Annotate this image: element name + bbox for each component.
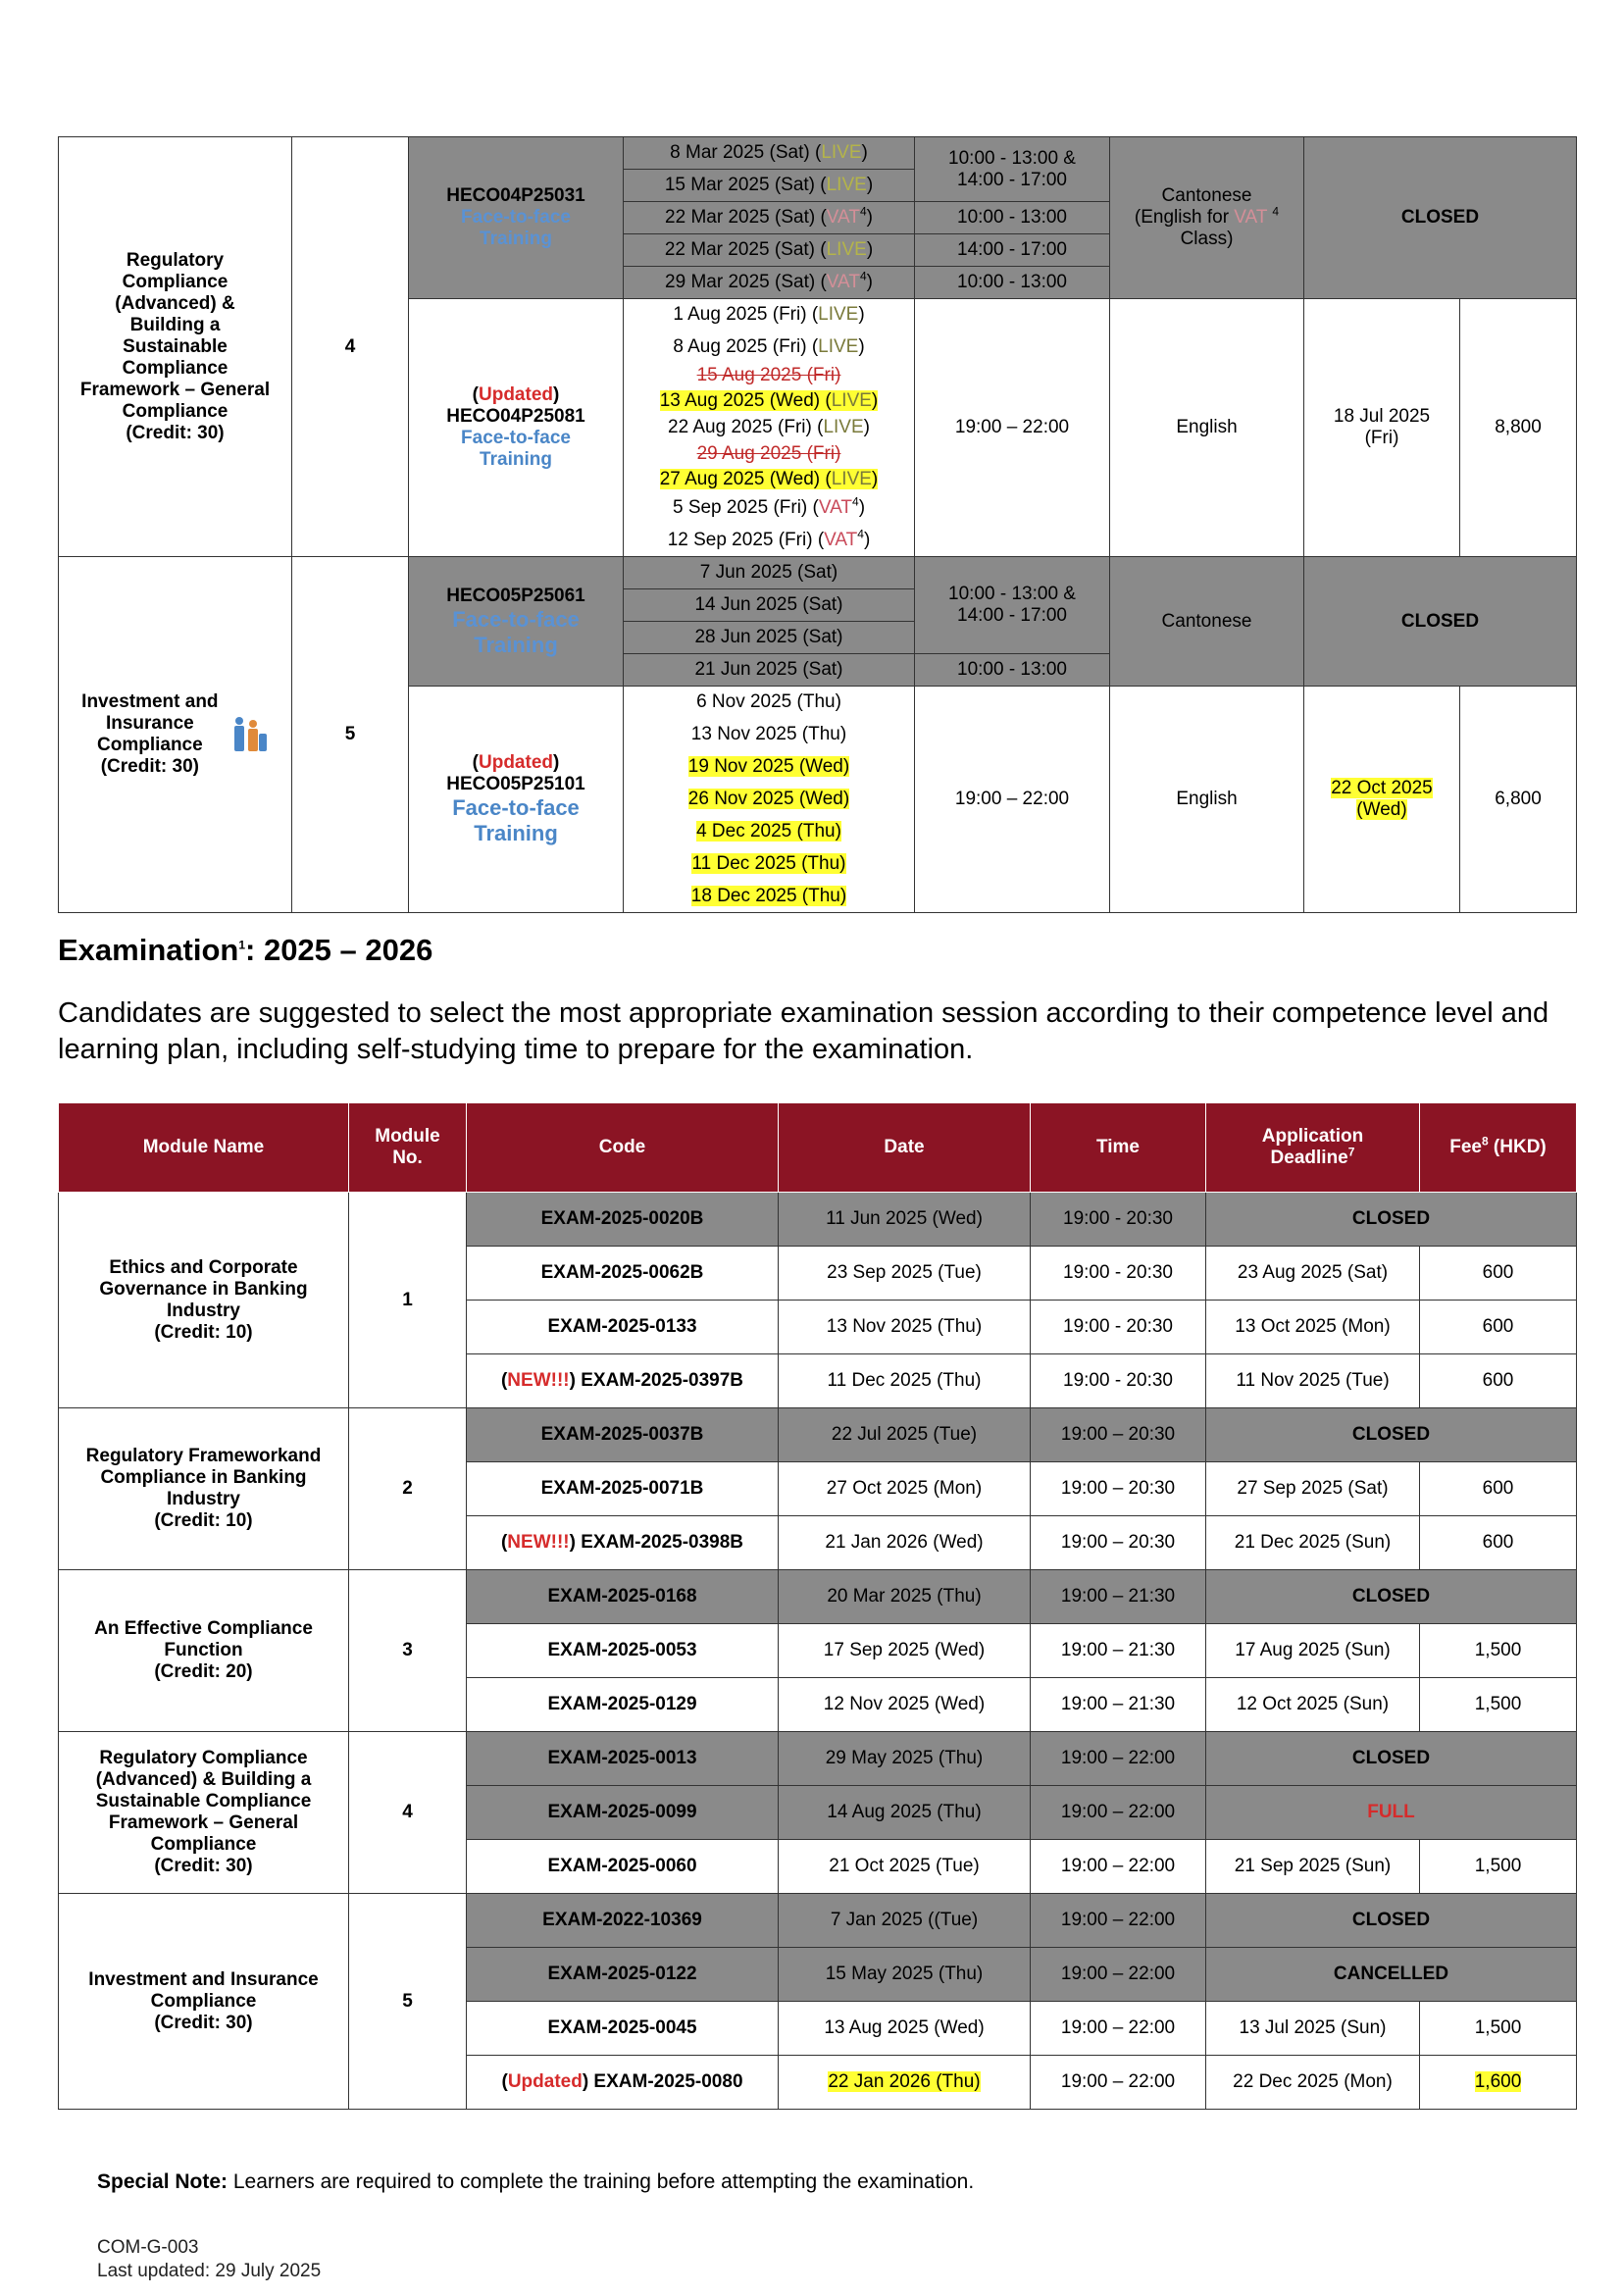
language-cell: Cantonese (English for VAT $^4$ Class) (1110, 137, 1304, 299)
date-cell: 4 Dec 2025 (Thu) (624, 816, 915, 848)
exam-code: EXAM-2025-0037B (467, 1408, 779, 1462)
exam-time: 19:00 – 22:00 (1031, 1948, 1206, 2002)
language-cell: English (1110, 687, 1304, 913)
language-cell: English (1110, 299, 1304, 557)
exam-date: 13 Aug 2025 (Wed) (779, 2002, 1031, 2056)
time-cell: 19:00 – 22:00 (915, 687, 1110, 913)
exam-code: (NEW!!!) EXAM-2025-0397B (467, 1354, 779, 1408)
date-cell: 21 Jun 2025 (Sat) (624, 654, 915, 687)
exam-code: EXAM-2025-0053 (467, 1624, 779, 1678)
exam-deadline: 11 Nov 2025 (Tue) (1206, 1354, 1420, 1408)
exam-date: 27 Oct 2025 (Mon) (779, 1462, 1031, 1516)
module-name-cell: Regulatory Compliance (Advanced) & Building a Sustainable Compliance Framework – General Compliance (Credit: 30) (59, 1732, 349, 1894)
table-row (59, 1408, 1577, 1462)
special-note: Special Note: Learners are required to complete the training before attempting the examination. (97, 2170, 975, 2193)
exam-time: 19:00 – 22:00 (1031, 1894, 1206, 1948)
module-no-cell: 2 (349, 1408, 467, 1570)
exam-time: 19:00 – 22:00 (1031, 2056, 1206, 2110)
table-row (59, 1894, 1577, 1948)
exam-date: 17 Sep 2025 (Wed) (779, 1624, 1031, 1678)
exam-date: 21 Oct 2025 (Tue) (779, 1840, 1031, 1894)
exam-time: 19:00 – 20:30 (1031, 1462, 1206, 1516)
exam-code: EXAM-2025-0071B (467, 1462, 779, 1516)
exam-date: 12 Nov 2025 (Wed) (779, 1678, 1031, 1732)
date-cell: 14 Jun 2025 (Sat) (624, 589, 915, 622)
exam-fee: 600 (1420, 1354, 1577, 1408)
class-code-cell: HECO04P25031 Face-to-face Training (409, 137, 624, 299)
date-cell: 13 Aug 2025 (Wed) (LIVE) (624, 388, 915, 414)
date-cell: 27 Aug 2025 (Wed) (LIVE) (624, 467, 915, 492)
exam-date: 13 Nov 2025 (Thu) (779, 1301, 1031, 1354)
exam-fee: 1,500 (1420, 1624, 1577, 1678)
class-code-cell: (Updated) HECO05P25101 Face-to-face Training (409, 687, 624, 913)
language-cell: Cantonese (1110, 557, 1304, 687)
module-no-cell: 5 (349, 1894, 467, 2110)
exam-deadline: 22 Dec 2025 (Mon) (1206, 2056, 1420, 2110)
training-schedule-table (58, 136, 1577, 913)
exam-date: 23 Sep 2025 (Tue) (779, 1247, 1031, 1301)
exam-time: 19:00 – 22:00 (1031, 1840, 1206, 1894)
date-cell: 11 Dec 2025 (Thu) (624, 848, 915, 881)
exam-schedule-table (58, 1102, 1577, 2110)
date-cell: 8 Mar 2025 (Sat) (LIVE) (624, 137, 915, 170)
date-cell: 7 Jun 2025 (Sat) (624, 557, 915, 589)
header-deadline: Application Deadline$^7$ (1206, 1103, 1420, 1193)
date-cell: 12 Sep 2025 (Fri) (VAT$^4$) (624, 525, 915, 557)
exam-date: 29 May 2025 (Thu) (779, 1732, 1031, 1786)
date-cell: 26 Nov 2025 (Wed) (624, 784, 915, 816)
table-row (59, 1570, 1577, 1624)
exam-deadline: 13 Oct 2025 (Mon) (1206, 1301, 1420, 1354)
exam-code: EXAM-2025-0168 (467, 1570, 779, 1624)
module-no-cell: 3 (349, 1570, 467, 1732)
exam-code: EXAM-2025-0099 (467, 1786, 779, 1840)
exam-date: 11 Dec 2025 (Thu) (779, 1354, 1031, 1408)
exam-time: 19:00 – 21:30 (1031, 1624, 1206, 1678)
date-cell: 29 Aug 2025 (Fri) (624, 442, 915, 467)
exam-time: 19:00 – 20:30 (1031, 1516, 1206, 1570)
exam-code: EXAM-2025-0020B (467, 1193, 779, 1247)
exam-date: 22 Jan 2026 (Thu) (779, 2056, 1031, 2110)
module-name-cell: Regulatory Frameworkand Compliance in Banking Industry (Credit: 10) (59, 1408, 349, 1570)
date-cell: 22 Mar 2025 (Sat) (LIVE) (624, 234, 915, 267)
exam-date: 15 May 2025 (Thu) (779, 1948, 1031, 2002)
status-closed: CLOSED (1206, 1193, 1577, 1247)
date-cell: 29 Mar 2025 (Sat) (VAT$^4$) (624, 267, 915, 299)
exam-fee: 1,500 (1420, 1840, 1577, 1894)
module-no-cell: 4 (292, 137, 409, 557)
exam-deadline: 21 Sep 2025 (Sun) (1206, 1840, 1420, 1894)
time-cell: 10:00 - 13:00 (915, 267, 1110, 299)
class-code-cell: (Updated) HECO04P25081 Face-to-face Training (409, 299, 624, 557)
date-cell: 28 Jun 2025 (Sat) (624, 622, 915, 654)
status-cancelled: CANCELLED (1206, 1948, 1577, 2002)
exam-time: 19:00 - 20:30 (1031, 1193, 1206, 1247)
people-icon (229, 716, 269, 753)
time-cell: 10:00 - 13:00 & 14:00 - 17:00 (915, 557, 1110, 654)
exam-deadline: 13 Jul 2025 (Sun) (1206, 2002, 1420, 2056)
exam-date: 21 Jan 2026 (Wed) (779, 1516, 1031, 1570)
exam-date: 11 Jun 2025 (Wed) (779, 1193, 1031, 1247)
exam-date: 7 Jan 2025 ((Tue) (779, 1894, 1031, 1948)
module-name-cell: Ethics and Corporate Governance in Banking Industry (Credit: 10) (59, 1193, 349, 1408)
date-cell: 22 Aug 2025 (Fri) (LIVE) (624, 414, 915, 442)
exam-code: EXAM-2025-0013 (467, 1732, 779, 1786)
header-time: Time (1031, 1103, 1206, 1193)
date-cell: 15 Mar 2025 (Sat) (LIVE) (624, 170, 915, 202)
exam-code: EXAM-2025-0062B (467, 1247, 779, 1301)
module-name-cell: Regulatory Compliance (Advanced) & Building a Sustainable Compliance Framework – General Compliance (Credit: 30) (59, 137, 292, 557)
exam-intro-text: Candidates are suggested to select the most appropriate examination session according to their competence level and learning plan, including self-studying time to prepare for the examination. (58, 997, 1549, 1065)
exam-code: EXAM-2025-0129 (467, 1678, 779, 1732)
exam-time: 19:00 – 22:00 (1031, 1786, 1206, 1840)
deadline-cell: 22 Oct 2025 (Wed) (1304, 687, 1460, 913)
module-name-cell: Investment and Insurance Compliance (Credit: 30) (59, 557, 292, 913)
document-code: COM-G-003 (97, 2237, 199, 2258)
table-row (59, 1193, 1577, 1247)
module-no-cell: 1 (349, 1193, 467, 1408)
status-full: FULL (1206, 1786, 1577, 1840)
module-no-cell: 5 (292, 557, 409, 913)
date-cell: 15 Aug 2025 (Fri) (624, 364, 915, 388)
date-cell: 1 Aug 2025 (Fri) (LIVE) (624, 299, 915, 332)
date-cell: 5 Sep 2025 (Fri) (VAT$^4$) (624, 492, 915, 525)
exam-fee: 1,500 (1420, 1678, 1577, 1732)
last-updated: Last updated: 29 July 2025 (97, 2261, 322, 2281)
exam-fee: 600 (1420, 1247, 1577, 1301)
exam-fee: 600 (1420, 1516, 1577, 1570)
exam-deadline: 17 Aug 2025 (Sun) (1206, 1624, 1420, 1678)
exam-code: EXAM-2025-0060 (467, 1840, 779, 1894)
fee-cell: 6,800 (1460, 687, 1577, 913)
exam-code: (Updated) EXAM-2025-0080 (467, 2056, 779, 2110)
status-closed: CLOSED (1206, 1570, 1577, 1624)
exam-deadline: 23 Aug 2025 (Sat) (1206, 1247, 1420, 1301)
exam-time: 19:00 - 20:30 (1031, 1247, 1206, 1301)
table-row (59, 1732, 1577, 1786)
module-no-cell: 4 (349, 1732, 467, 1894)
exam-time: 19:00 – 22:00 (1031, 1732, 1206, 1786)
header-module-name: Module Name (59, 1103, 349, 1193)
exam-deadline: 12 Oct 2025 (Sun) (1206, 1678, 1420, 1732)
status-closed: CLOSED (1304, 557, 1577, 687)
exam-fee: 600 (1420, 1301, 1577, 1354)
exam-date: 20 Mar 2025 (Thu) (779, 1570, 1031, 1624)
date-cell: 13 Nov 2025 (Thu) (624, 719, 915, 751)
exam-time: 19:00 – 21:30 (1031, 1570, 1206, 1624)
module-name-cell: Investment and Insurance Compliance (Credit: 30) (59, 1894, 349, 2110)
exam-time: 19:00 - 20:30 (1031, 1301, 1206, 1354)
deadline-cell: 18 Jul 2025 (Fri) (1304, 299, 1460, 557)
exam-time: 19:00 – 20:30 (1031, 1408, 1206, 1462)
time-cell: 14:00 - 17:00 (915, 234, 1110, 267)
exam-fee: 600 (1420, 1462, 1577, 1516)
exam-fee: 1,600 (1420, 2056, 1577, 2110)
module-name-cell: An Effective Compliance Function (Credit: 20) (59, 1570, 349, 1732)
exam-date: 14 Aug 2025 (Thu) (779, 1786, 1031, 1840)
header-date: Date (779, 1103, 1031, 1193)
date-cell: 8 Aug 2025 (Fri) (LIVE) (624, 332, 915, 364)
date-cell: 6 Nov 2025 (Thu) (624, 687, 915, 719)
header-module-no: Module No. (349, 1103, 467, 1193)
date-cell: 19 Nov 2025 (Wed) (624, 751, 915, 784)
exam-code: EXAM-2025-0045 (467, 2002, 779, 2056)
exam-time: 19:00 – 22:00 (1031, 2002, 1206, 2056)
time-cell: 19:00 – 22:00 (915, 299, 1110, 557)
exam-code: (NEW!!!) EXAM-2025-0398B (467, 1516, 779, 1570)
exam-time: 19:00 – 21:30 (1031, 1678, 1206, 1732)
status-closed: CLOSED (1206, 1894, 1577, 1948)
date-cell: 22 Mar 2025 (Sat) (VAT$^4$) (624, 202, 915, 234)
exam-section-title: Examination$^1$: 2025 – 2026 (58, 933, 433, 967)
exam-code: EXAM-2025-0122 (467, 1948, 779, 2002)
exam-deadline: 21 Dec 2025 (Sun) (1206, 1516, 1420, 1570)
exam-deadline: 27 Sep 2025 (Sat) (1206, 1462, 1420, 1516)
exam-code: EXAM-2025-0133 (467, 1301, 779, 1354)
exam-time: 19:00 - 20:30 (1031, 1354, 1206, 1408)
header-code: Code (467, 1103, 779, 1193)
header-fee: Fee$^8$ (HKD) (1420, 1103, 1577, 1193)
date-cell: 18 Dec 2025 (Thu) (624, 881, 915, 913)
exam-code: EXAM-2022-10369 (467, 1894, 779, 1948)
time-cell: 10:00 - 13:00 (915, 202, 1110, 234)
footer (97, 2236, 321, 2283)
time-cell: 10:00 - 13:00 & 14:00 - 17:00 (915, 137, 1110, 202)
status-closed: CLOSED (1206, 1408, 1577, 1462)
exam-fee: 1,500 (1420, 2002, 1577, 2056)
fee-cell: 8,800 (1460, 299, 1577, 557)
exam-date: 22 Jul 2025 (Tue) (779, 1408, 1031, 1462)
class-code-cell: HECO05P25061 Face-to-face Training (409, 557, 624, 687)
time-cell: 10:00 - 13:00 (915, 654, 1110, 687)
status-closed: CLOSED (1206, 1732, 1577, 1786)
status-closed: CLOSED (1304, 137, 1577, 299)
